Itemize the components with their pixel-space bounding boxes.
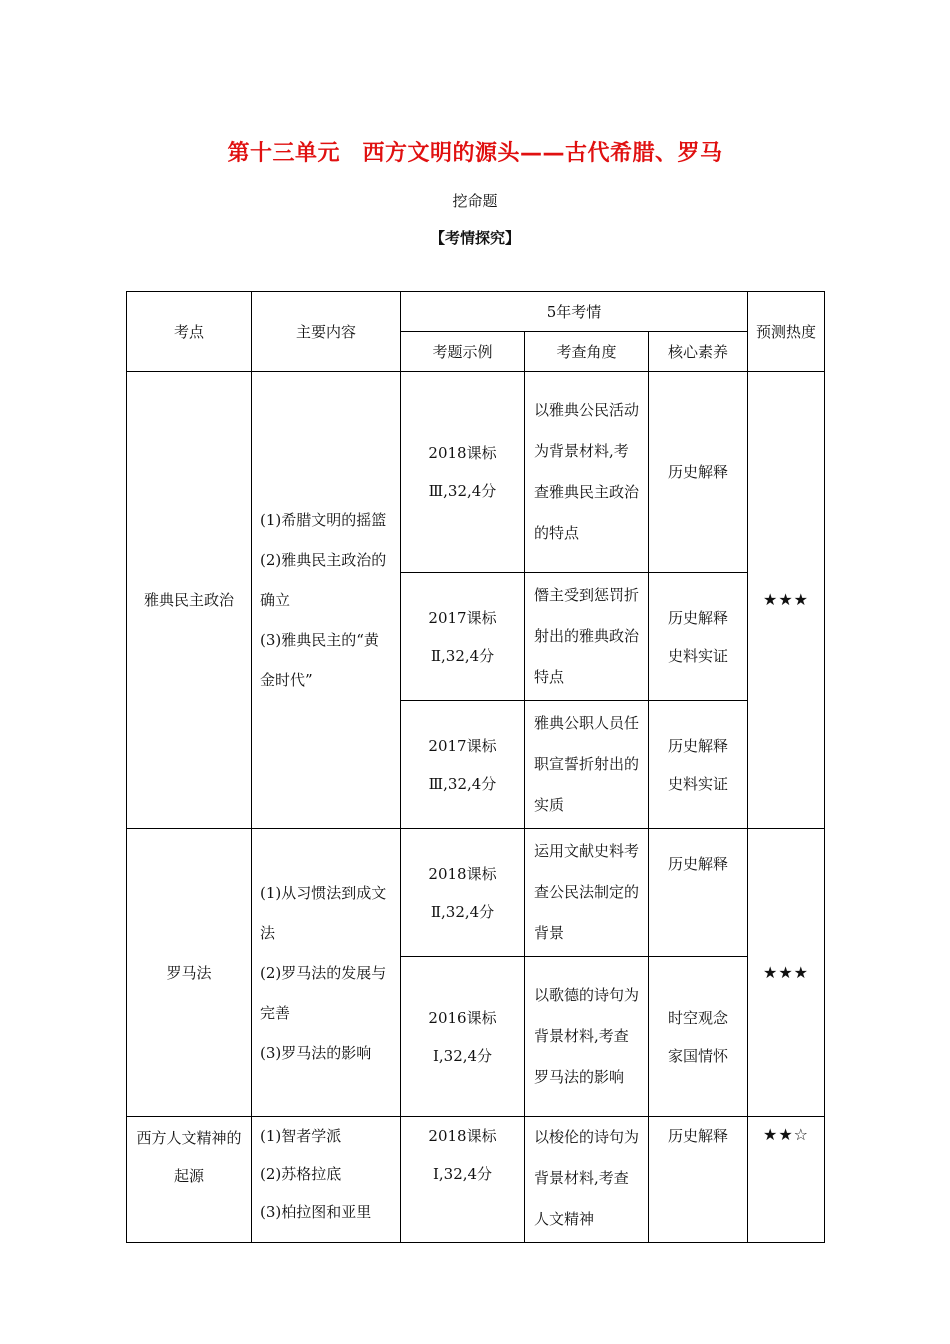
heat-rating: ★★★ [748,372,825,829]
angle-cell: 以歌德的诗句为背景材料,考查罗马法的影响 [525,957,649,1117]
example-cell: 2018课标 Ⅱ,32,4分 [401,829,525,957]
literacy-cell: 历史解释 [649,829,748,957]
exam-analysis-table [126,291,825,1243]
angle-cell: 运用文献史料考查公民法制定的背景 [525,829,649,957]
example-cell: 2017课标 Ⅱ,32,4分 [401,573,525,701]
content-cell: (1)从习惯法到成文法 (2)罗马法的发展与完善 (3)罗马法的影响 [252,829,401,1117]
angle-cell: 以梭伦的诗句为背景材料,考查人文精神 [525,1117,649,1243]
angle-cell: 雅典公职人员任职宣誓折射出的实质 [525,701,649,829]
header-example: 考题示例 [401,332,525,372]
header-kaodian: 考点 [127,292,252,372]
heat-rating: ★★★ [748,829,825,1117]
example-cell: 2017课标 Ⅲ,32,4分 [401,701,525,829]
example-cell: 2018课标 Ⅲ,32,4分 [401,372,525,573]
content-cell: (1)希腊文明的摇篮 (2)雅典民主政治的确立 (3)雅典民主的“黄金时代” [252,372,401,829]
literacy-cell: 历史解释 [649,1117,748,1243]
kaodian-cell: 雅典民主政治 [127,372,252,829]
header-forecast: 预测热度 [748,292,825,372]
example-cell: 2018课标 Ⅰ,32,4分 [401,1117,525,1243]
header-angle: 考查角度 [525,332,649,372]
header-literacy: 核心素养 [649,332,748,372]
angle-cell: 以雅典公民活动为背景材料,考查雅典民主政治的特点 [525,372,649,573]
literacy-cell: 时空观念 家国情怀 [649,957,748,1117]
angle-cell: 僭主受到惩罚折射出的雅典政治特点 [525,573,649,701]
section-heading: 【考情探究】 [429,229,520,247]
unit-title: 第十三单元 西方文明的源头——古代希腊、罗马 [227,141,723,166]
header-five-years: 5年考情 [401,292,748,332]
kaodian-cell: 罗马法 [127,829,252,1117]
subtitle: 挖命题 [452,192,498,210]
content-cell: (1)智者学派 (2)苏格拉底 (3)柏拉图和亚里 [252,1117,401,1243]
kaodian-cell: 西方人文精神的起源 [127,1117,252,1243]
heat-rating: ★★☆ [748,1117,825,1243]
literacy-cell: 历史解释 [649,372,748,573]
literacy-cell: 历史解释 史料实证 [649,573,748,701]
example-cell: 2016课标 Ⅰ,32,4分 [401,957,525,1117]
header-content: 主要内容 [252,292,401,372]
literacy-cell: 历史解释 史料实证 [649,701,748,829]
